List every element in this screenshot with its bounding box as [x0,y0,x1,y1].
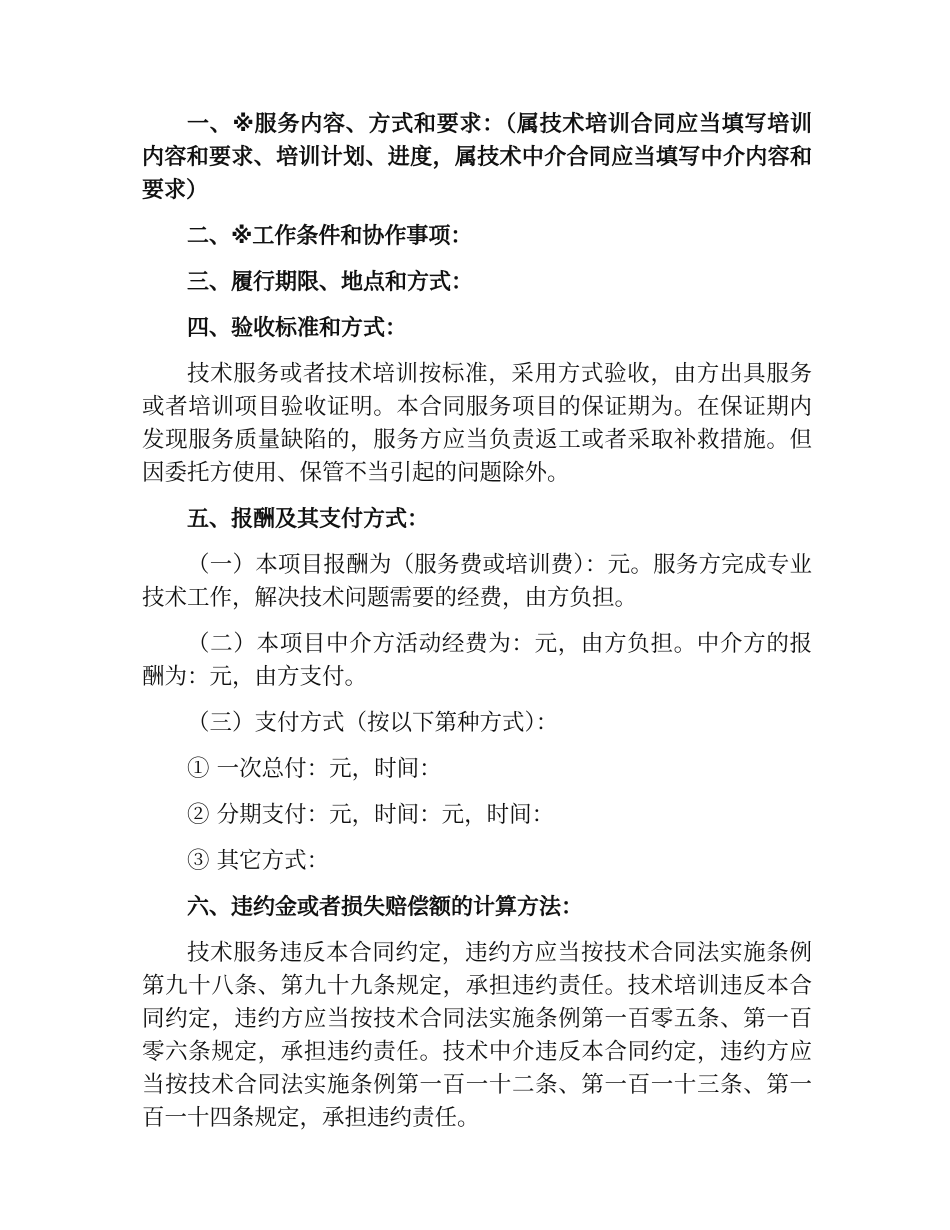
section-heading-remuneration: 五、报酬及其支付方式： [187,507,430,532]
section-heading-service-content: 一、※服务内容、方式和要求：（属技术培训合同应当填写培训内容和要求、培训计划、进度，属技术中介合同应当填写中介内容和要求） [142,112,812,203]
section-heading-performance-period: 三、履行期限、地点和方式： [187,270,474,295]
paragraph-intermediary-fees: （二）本项目中介方活动经费为：元，由方负担。中介方的报酬为：元，由方支付。 [142,631,812,690]
paragraph-acceptance-details: 技术服务或者技术培训按标准，采用方式验收，由方出具服务或者培训项目验收证明。本合同服务项目的保证期为。在保证期内发现服务质量缺陷的，服务方应当负责返工或者采取补救措施。但因委托方使用、保管不当引起的问题除外。 [142,361,812,486]
document-page [142,108,812,1148]
section-heading-liquidated-damages: 六、违约金或者损失赔偿额的计算方法： [187,895,584,920]
paragraph-remuneration-amount: （一）本项目报酬为（服务费或培训费）：元。服务方完成专业技术工作，解决技术问题需要的经费，由方负担。 [142,552,812,611]
section-heading-work-conditions: 二、※工作条件和协作事项： [187,224,473,249]
section-heading-acceptance-standard: 四、验收标准和方式： [187,316,408,341]
payment-option-installments: ② 分期支付：元，时间：元，时间： [187,802,555,828]
payment-option-lump-sum: ① 一次总付：元，时间： [187,756,442,782]
paragraph-payment-method: （三）支付方式（按以下第种方式）： [187,710,559,736]
payment-option-other: ③ 其它方式： [187,848,330,874]
paragraph-liability-details: 技术服务违反本合同约定，违约方应当按技术合同法实施条例第九十八条、第九十九条规定，承担违约责任。技术培训违反本合同约定，违约方应当按技术合同法实施条例第一百零五条、第一百零六条规定，承担违约责任。技术中介违反本合同约定，违约方应当按技术合同法实施条例第一百一十二条、第一百一十三条、第一百一十四条规定，承担违约责任。 [142,940,812,1131]
